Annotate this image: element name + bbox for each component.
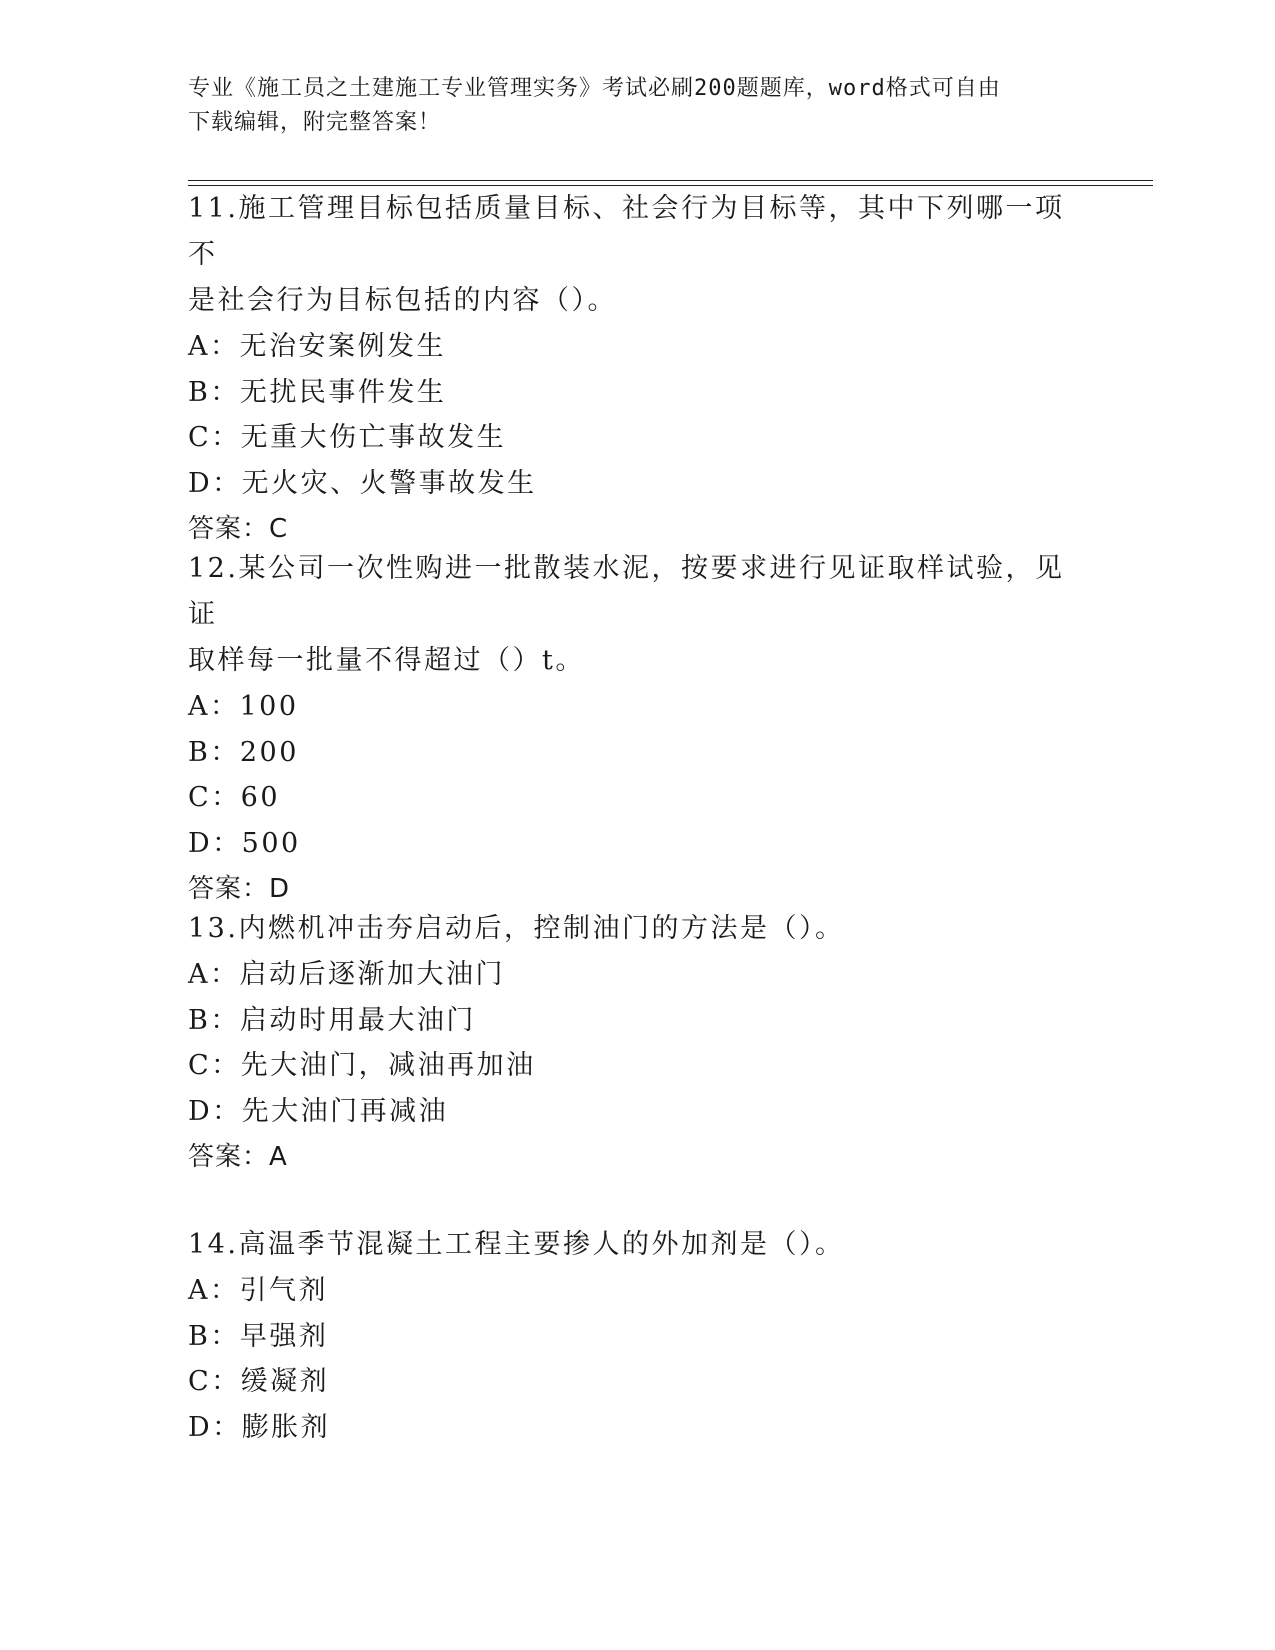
option-a: A：引气剂 bbox=[188, 1275, 328, 1306]
option-c: C：缓凝剂 bbox=[188, 1366, 330, 1397]
question-stem: 13.内燃机冲击夯启动后，控制油门的方法是（）。 bbox=[188, 913, 845, 944]
question-13 bbox=[188, 906, 1088, 1180]
document-header bbox=[188, 72, 1068, 140]
question-stem: 14.高温季节混凝土工程主要掺人的外加剂是（）。 bbox=[188, 1229, 845, 1260]
option-d: D：无火灾、火警事故发生 bbox=[188, 467, 537, 499]
header-divider-top bbox=[188, 180, 1153, 181]
question-stem-continued: 取样每一批量不得超过（）t。 bbox=[188, 645, 585, 676]
question-11 bbox=[188, 186, 1088, 552]
question-stem: 12.某公司一次性购进一批散装水泥，按要求进行见证取样试验，见证 bbox=[188, 553, 1065, 630]
option-b: B：早强剂 bbox=[188, 1320, 329, 1352]
option-b: B：启动时用最大油门 bbox=[188, 1004, 476, 1036]
answer-line: 答案：D bbox=[188, 874, 291, 904]
option-d: D：先大油门再减油 bbox=[188, 1095, 449, 1127]
option-b: B：200 bbox=[188, 736, 299, 768]
option-c: C：无重大伤亡事故发生 bbox=[188, 422, 507, 453]
question-14 bbox=[188, 1222, 1088, 1450]
option-d: D：膨胀剂 bbox=[188, 1411, 331, 1443]
option-a: A：100 bbox=[188, 691, 299, 722]
option-c: C：60 bbox=[188, 782, 281, 813]
option-a: A：无治安案例发生 bbox=[188, 331, 446, 362]
option-b: B：无扰民事件发生 bbox=[188, 376, 447, 408]
option-d: D：500 bbox=[188, 827, 301, 859]
option-a: A：启动后逐渐加大油门 bbox=[188, 959, 505, 990]
header-line-1: 专业《施工员之土建施工专业管理实务》考试必刷200题题库，word格式可自由 bbox=[188, 76, 1001, 101]
question-stem: 11.施工管理目标包括质量目标、社会行为目标等，其中下列哪一项不 bbox=[188, 193, 1065, 270]
answer-line: 答案：A bbox=[188, 1142, 288, 1172]
question-stem-continued: 是社会行为目标包括的内容（）。 bbox=[188, 285, 617, 316]
header-line-2: 下载编辑，附完整答案！ bbox=[188, 110, 442, 135]
answer-line: 答案：C bbox=[188, 514, 289, 544]
option-c: C：先大油门，减油再加油 bbox=[188, 1050, 536, 1081]
question-12 bbox=[188, 546, 1088, 912]
